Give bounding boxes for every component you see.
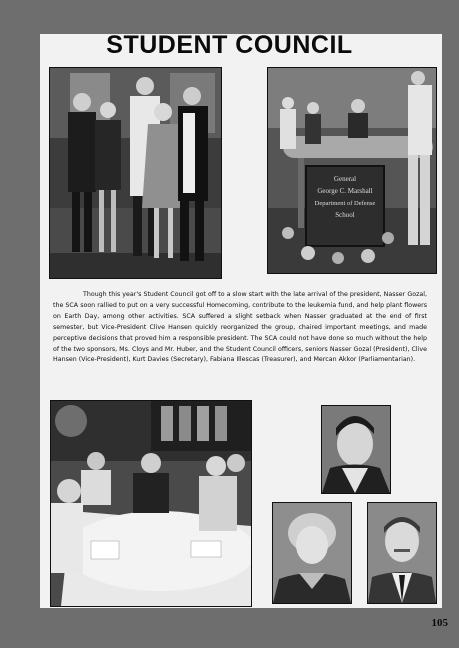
student-portrait-photo <box>321 405 391 494</box>
article-body: Though this year's Student Council got off to a slow start with the late arrival of the president, Nasser Gozal, the SCA soon rallied to put on a very successful Homecoming, contribute to the leukemia fund, and help plant flowers on Earth Day, among other activities. SCA suffered a slight setback when Nasser graduated at the end of first semester, but Vice-President Clive Hansen quickly reorganized the group, chaired important meetings, and made perceptive decisions that proved him a responsible president. The SCA could not have done so much without the help of the two sponsors, Ms. Cloys and Mr. Huber, and the Student Council officers, seniors Nasser Gozal (President), Clive Hansen (Vice-President), Kurt Davies (Secretary), Fabiana Illescas (Treasurer), and Mercan Akkor (Parliamentarian). <box>53 291 427 364</box>
officers-group-photo <box>49 67 222 279</box>
page-number: 105 <box>431 617 448 629</box>
earth-day-planting-photo <box>267 67 437 274</box>
sign-line-3: Department of Defense <box>314 200 376 207</box>
page-title: STUDENT COUNCIL <box>106 31 353 59</box>
sign-line-4: School <box>335 211 355 219</box>
sponsor-portrait-man <box>367 502 437 604</box>
sponsor-portrait-woman <box>272 502 352 604</box>
council-meeting-photo <box>50 400 252 607</box>
sign-line-2: George C. Marshall <box>317 187 373 195</box>
sign-line-1: General <box>333 175 357 183</box>
